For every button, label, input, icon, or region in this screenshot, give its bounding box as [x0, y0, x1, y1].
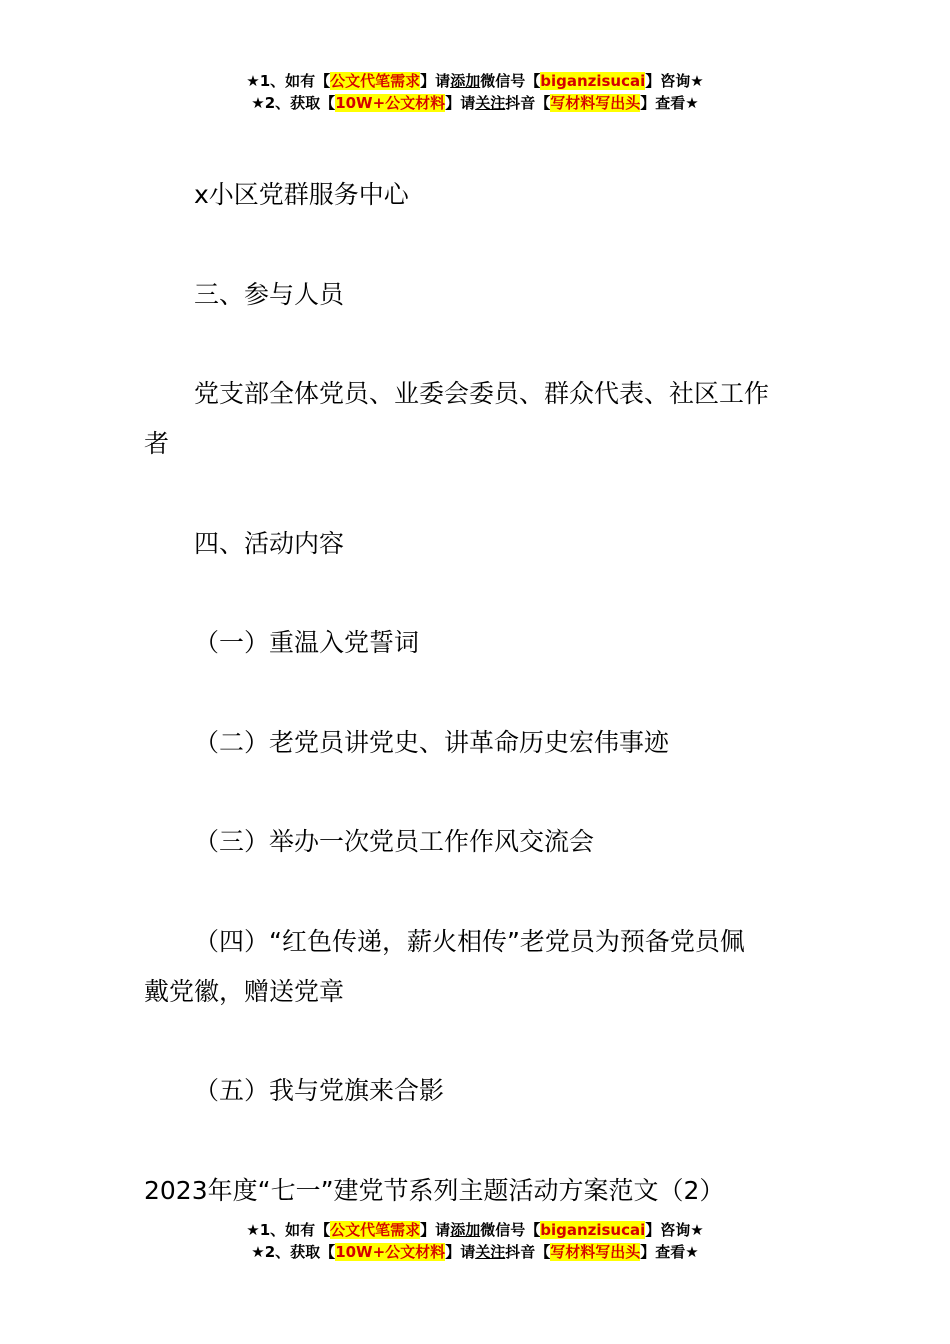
banner-line-1: [0, 1219, 950, 1241]
emphasis-text: 添加: [450, 1221, 481, 1239]
activity-item-4-line1: （四）“红色传递，薪火相传”老党员为预备党员佩: [194, 927, 745, 956]
banner-text: 抖音【: [505, 1243, 551, 1261]
wechat-id-highlight: biganzisucai: [540, 72, 646, 90]
activity-item-3: （三）举办一次党员工作作风交流会: [194, 827, 595, 856]
participants-paragraph-line2: 者: [144, 429, 170, 458]
venue-paragraph: x小区党群服务中心: [194, 180, 409, 209]
banner-text: ★1、如有【: [246, 1221, 331, 1239]
banner-text: ★2、获取【: [251, 1243, 336, 1261]
banner-line-1: [0, 70, 950, 92]
wechat-id-highlight: biganzisucai: [540, 1221, 646, 1239]
banner-text: 】咨询★: [645, 72, 704, 90]
banner-text: 】咨询★: [645, 1221, 704, 1239]
banner-text: 微信号【: [480, 72, 541, 90]
banner-text: 微信号【: [480, 1221, 541, 1239]
banner-text: 】请: [445, 1243, 476, 1261]
document-title-next: 2023年度“七一”建党节系列主题活动方案范文（2）: [144, 1176, 725, 1205]
banner-text: 】查看★: [640, 1243, 699, 1261]
activity-item-4-line2: 戴党徽，赠送党章: [144, 977, 345, 1006]
activity-item-1: （一）重温入党誓词: [194, 628, 420, 657]
footer-banner: [0, 1219, 950, 1263]
banner-line-2: [0, 92, 950, 114]
banner-line-2: [0, 1241, 950, 1263]
highlight-text: 公文代笔需求: [330, 1221, 421, 1239]
banner-text: 抖音【: [505, 94, 551, 112]
emphasis-text: 关注: [475, 94, 506, 112]
emphasis-text: 添加: [450, 72, 481, 90]
header-banner: [0, 70, 950, 114]
highlight-text: 公文代笔需求: [330, 72, 421, 90]
banner-text: ★1、如有【: [246, 72, 331, 90]
section-heading-activities: 四、活动内容: [194, 529, 345, 558]
activity-item-2: （二）老党员讲党史、讲革命历史宏伟事迹: [194, 728, 670, 757]
banner-text: 】请: [420, 72, 451, 90]
emphasis-text: 关注: [475, 1243, 506, 1261]
douyin-highlight: 写材料写出头: [550, 1243, 641, 1261]
banner-text: 】查看★: [640, 94, 699, 112]
section-heading-participants: 三、参与人员: [194, 280, 345, 309]
banner-text: ★2、获取【: [251, 94, 336, 112]
banner-text: 】请: [445, 94, 476, 112]
highlight-text: 10W+公文材料: [335, 94, 446, 112]
douyin-highlight: 写材料写出头: [550, 94, 641, 112]
activity-item-5: （五）我与党旗来合影: [194, 1076, 445, 1105]
banner-text: 】请: [420, 1221, 451, 1239]
highlight-text: 10W+公文材料: [335, 1243, 446, 1261]
participants-paragraph-line1: 党支部全体党员、业委会委员、群众代表、社区工作: [194, 379, 770, 408]
